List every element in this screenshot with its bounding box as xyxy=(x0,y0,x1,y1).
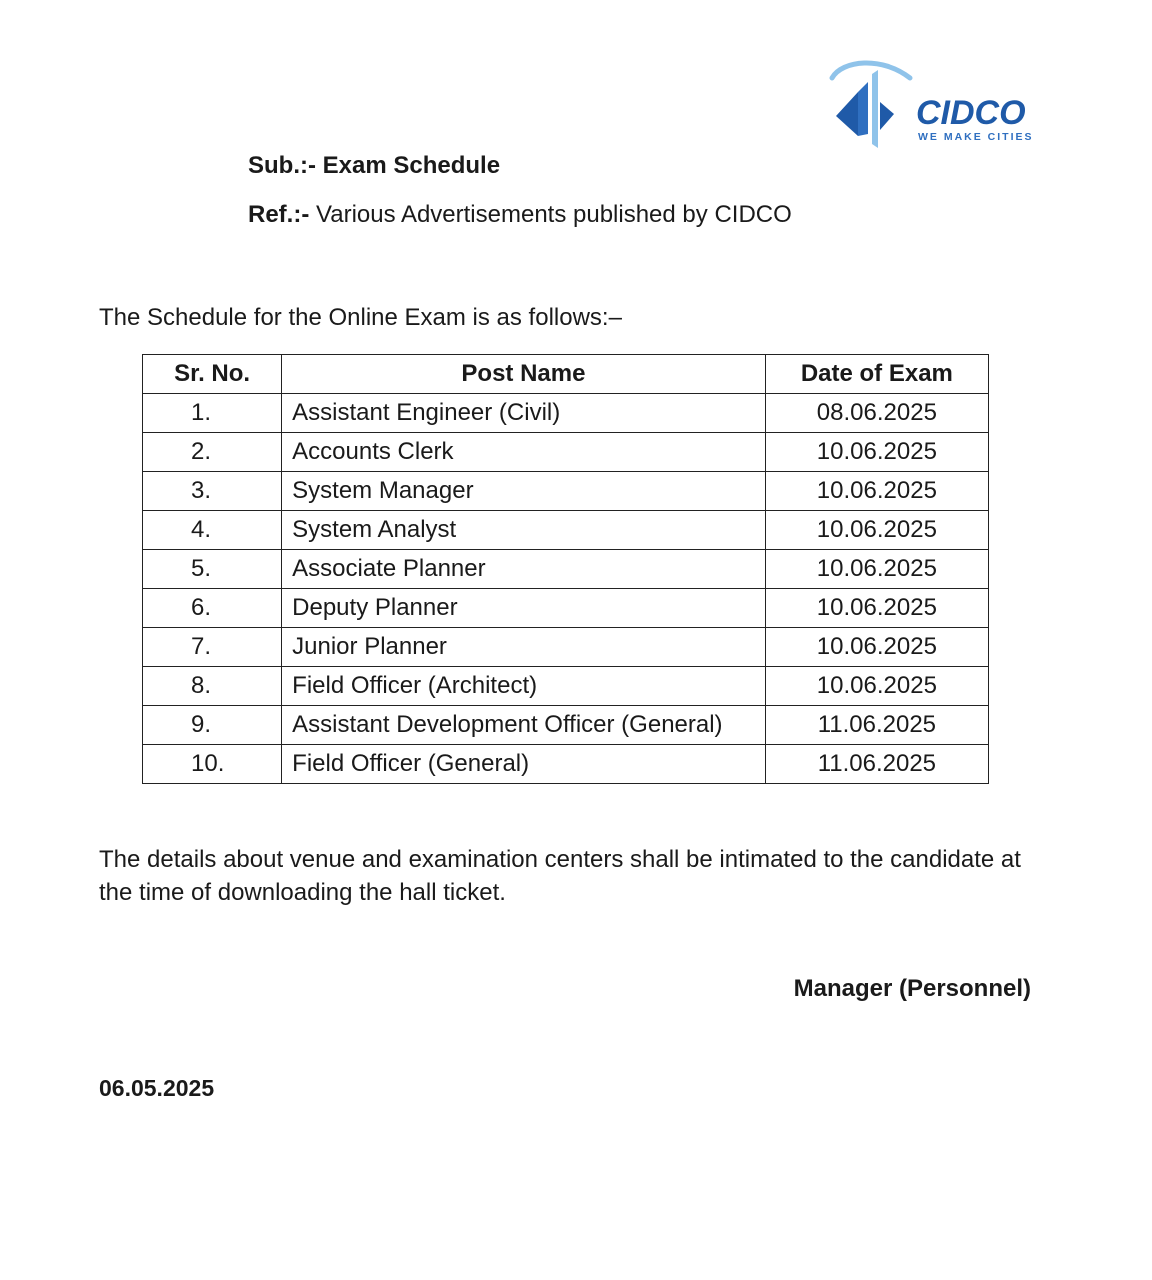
exam-date-cell: 10.06.2025 xyxy=(765,511,988,550)
exam-date-cell: 10.06.2025 xyxy=(765,589,988,628)
sr-no-cell: 4. xyxy=(143,511,282,550)
exam-date-cell: 10.06.2025 xyxy=(765,667,988,706)
logo-arc-shape xyxy=(832,63,910,78)
post-name-cell: Field Officer (General) xyxy=(282,745,766,784)
logo-brand-text: CIDCO xyxy=(916,94,1026,132)
exam-date-cell: 11.06.2025 xyxy=(765,706,988,745)
exam-date-cell: 11.06.2025 xyxy=(765,745,988,784)
issue-date: 06.05.2025 xyxy=(99,1075,215,1101)
exam-schedule-table xyxy=(142,354,989,784)
cidco-logo xyxy=(822,52,1042,158)
sr-no-cell: 6. xyxy=(143,589,282,628)
column-header-sr-no: Sr. No. xyxy=(143,355,282,394)
subject-text: Exam Schedule xyxy=(322,152,501,179)
exam-date-cell: 10.06.2025 xyxy=(765,628,988,667)
logo-building-left xyxy=(836,92,858,136)
reference-text: Various Advertisements published by CIDCO xyxy=(316,201,792,228)
table-row xyxy=(143,706,989,745)
exam-date-cell: 10.06.2025 xyxy=(765,433,988,472)
post-name-cell: System Manager xyxy=(282,472,766,511)
post-name-cell: Assistant Engineer (Civil) xyxy=(282,394,766,433)
sr-no-cell: 7. xyxy=(143,628,282,667)
logo-building-mid xyxy=(858,82,868,136)
table-row xyxy=(143,667,989,706)
table-row xyxy=(143,394,989,433)
subject-label: Sub.:- xyxy=(248,152,316,179)
logo-building-right xyxy=(880,102,894,130)
schedule-intro: The Schedule for the Online Exam is as follows:– xyxy=(99,304,622,331)
sr-no-cell: 5. xyxy=(143,550,282,589)
logo-tagline-text: WE MAKE CITIES xyxy=(918,131,1034,143)
exam-date-cell: 10.06.2025 xyxy=(765,550,988,589)
sr-no-cell: 9. xyxy=(143,706,282,745)
column-header-date-of-exam: Date of Exam xyxy=(765,355,988,394)
subject-line xyxy=(248,152,500,180)
post-name-cell: Deputy Planner xyxy=(282,589,766,628)
table-row xyxy=(143,433,989,472)
exam-date-cell: 10.06.2025 xyxy=(765,472,988,511)
table-row xyxy=(143,589,989,628)
post-name-cell: Assistant Development Officer (General) xyxy=(282,706,766,745)
sr-no-cell: 3. xyxy=(143,472,282,511)
sr-no-cell: 10. xyxy=(143,745,282,784)
sr-no-cell: 8. xyxy=(143,667,282,706)
table-row xyxy=(143,511,989,550)
reference-line xyxy=(248,201,792,229)
table-row xyxy=(143,550,989,589)
signatory: Manager (Personnel) xyxy=(793,975,1031,1002)
table-row xyxy=(143,745,989,784)
table-row xyxy=(143,628,989,667)
sr-no-cell: 1. xyxy=(143,394,282,433)
venue-details-note: The details about venue and examination centers shall be intimated to the candidate at the time of downloading the hall ticket. xyxy=(99,846,1021,906)
reference-label: Ref.:- xyxy=(248,201,310,228)
table-row xyxy=(143,472,989,511)
post-name-cell: System Analyst xyxy=(282,511,766,550)
post-name-cell: Accounts Clerk xyxy=(282,433,766,472)
column-header-post-name: Post Name xyxy=(282,355,766,394)
table-header-row xyxy=(143,355,989,394)
post-name-cell: Associate Planner xyxy=(282,550,766,589)
exam-date-cell: 08.06.2025 xyxy=(765,394,988,433)
logo-tower-light xyxy=(872,70,878,148)
sr-no-cell: 2. xyxy=(143,433,282,472)
cidco-logo-mark xyxy=(822,52,1042,158)
post-name-cell: Field Officer (Architect) xyxy=(282,667,766,706)
post-name-cell: Junior Planner xyxy=(282,628,766,667)
